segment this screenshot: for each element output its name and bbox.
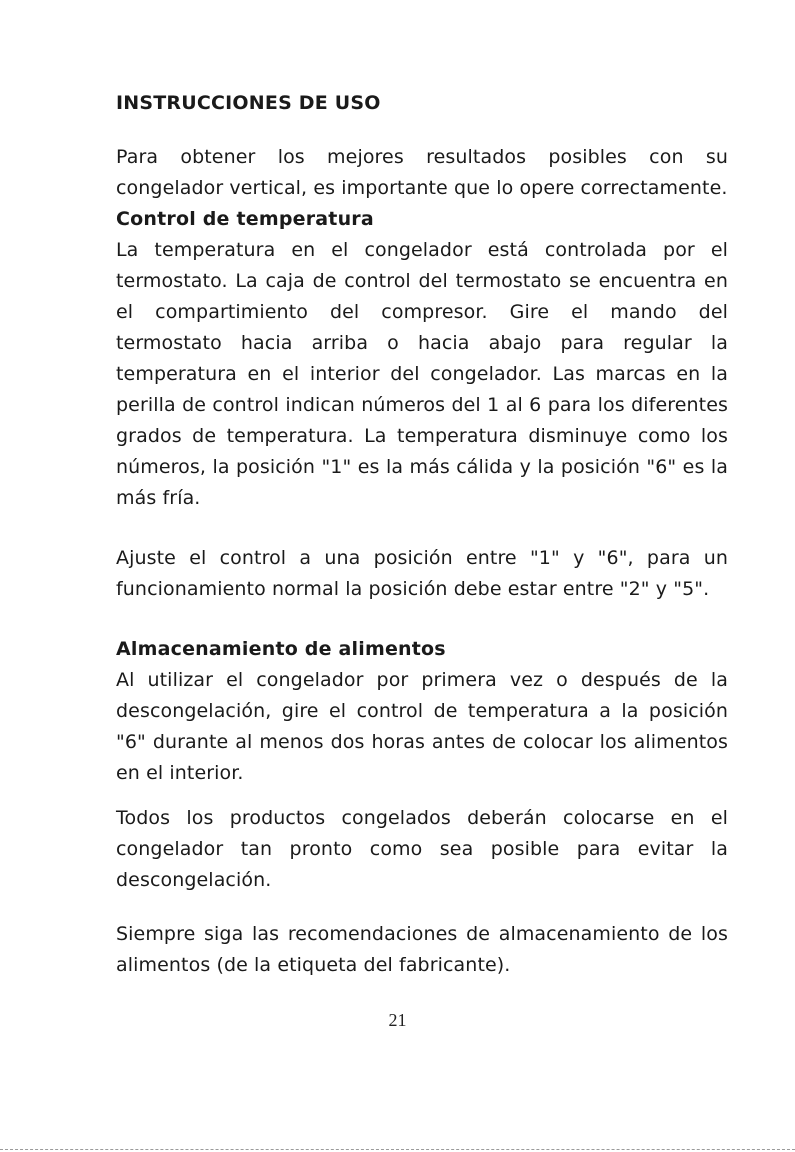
first-use-paragraph: Al utilizar el congelador por primera vez o después de la descongelación, gire el control de temperatura a la posición "6" durante al menos dos horas antes de colocar los alimentos en el interior. — [116, 669, 728, 784]
document-page — [116, 88, 728, 981]
temperature-adjust-paragraph: Ajuste el control a una posición entre "1" y "6", para un funcionamiento normal la posición debe estar entre "2" y "5". — [116, 547, 728, 600]
intro-paragraph: Para obtener los mejores resultados posibles con su congelador vertical, es importante que lo opere correctamente. — [116, 146, 728, 199]
page-title: INSTRUCCIONES DE USO — [116, 92, 381, 114]
section-heading-food-storage: Almacenamiento de alimentos — [116, 638, 446, 660]
page-number: 21 — [388, 1010, 407, 1030]
temperature-control-paragraph: La temperatura en el congelador está controlada por el termostato. La caja de control del termostato se encuentra en el compartimiento del compresor. Gire el mando del termostato hacia arriba o hacia abajo para regular la temperatura en el interior del congelador. Las marcas en la perilla de control indican números del 1 al 6 para los diferentes grados de temperatura. La temperatura disminuye como los números, la posición "1" es la más cálida y la posición "6" es la más fría. — [116, 239, 728, 509]
section-heading-temperature-control: Control de temperatura — [116, 208, 374, 230]
frozen-products-paragraph: Todos los productos congelados deberán colocarse en el congelador tan pronto como sea posible para evitar la descongelación. — [116, 807, 728, 891]
page-bottom-divider — [0, 1149, 795, 1150]
storage-recommendations-paragraph: Siempre siga las recomendaciones de almacenamiento de los alimentos (de la etiqueta del fabricante). — [116, 923, 728, 976]
